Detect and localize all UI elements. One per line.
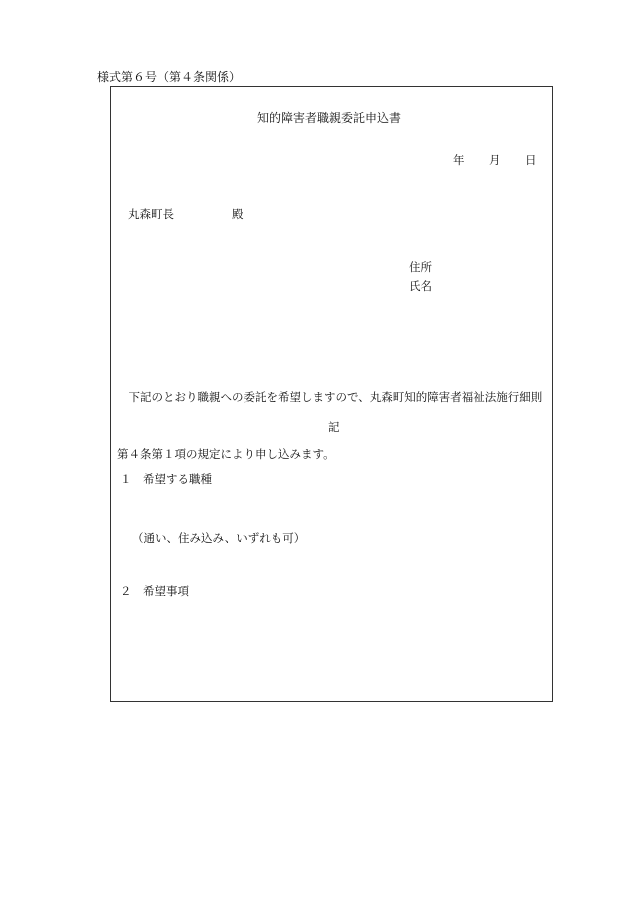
body-line-1: 下記のとおり職親への委託を希望しますので、丸森町知的障害者福祉法施行細則 xyxy=(117,390,543,404)
ki-heading: 記 xyxy=(328,420,340,434)
date-month-label: 月 xyxy=(489,153,501,167)
honorific: 殿 xyxy=(232,207,244,221)
item-desired-occupation: １ 希望する職種 xyxy=(120,472,212,486)
date-day-label: 日 xyxy=(525,153,537,167)
application-form-frame xyxy=(110,86,553,702)
date-year-label: 年 xyxy=(453,153,465,167)
form-number-label: 様式第６号（第４条関係） xyxy=(97,70,242,84)
address-label: 住所 xyxy=(409,260,432,274)
body-line-2: 第４条第１項の規定により申し込みます。 xyxy=(117,447,335,461)
addressee: 丸森町長 xyxy=(128,207,174,221)
item-desired-matters: ２ 希望事項 xyxy=(120,584,189,598)
occupation-note: （通い、住み込み、いずれも可） xyxy=(132,531,306,545)
name-label: 氏名 xyxy=(409,279,432,293)
document-title: 知的障害者職親委託申込書 xyxy=(257,111,402,125)
